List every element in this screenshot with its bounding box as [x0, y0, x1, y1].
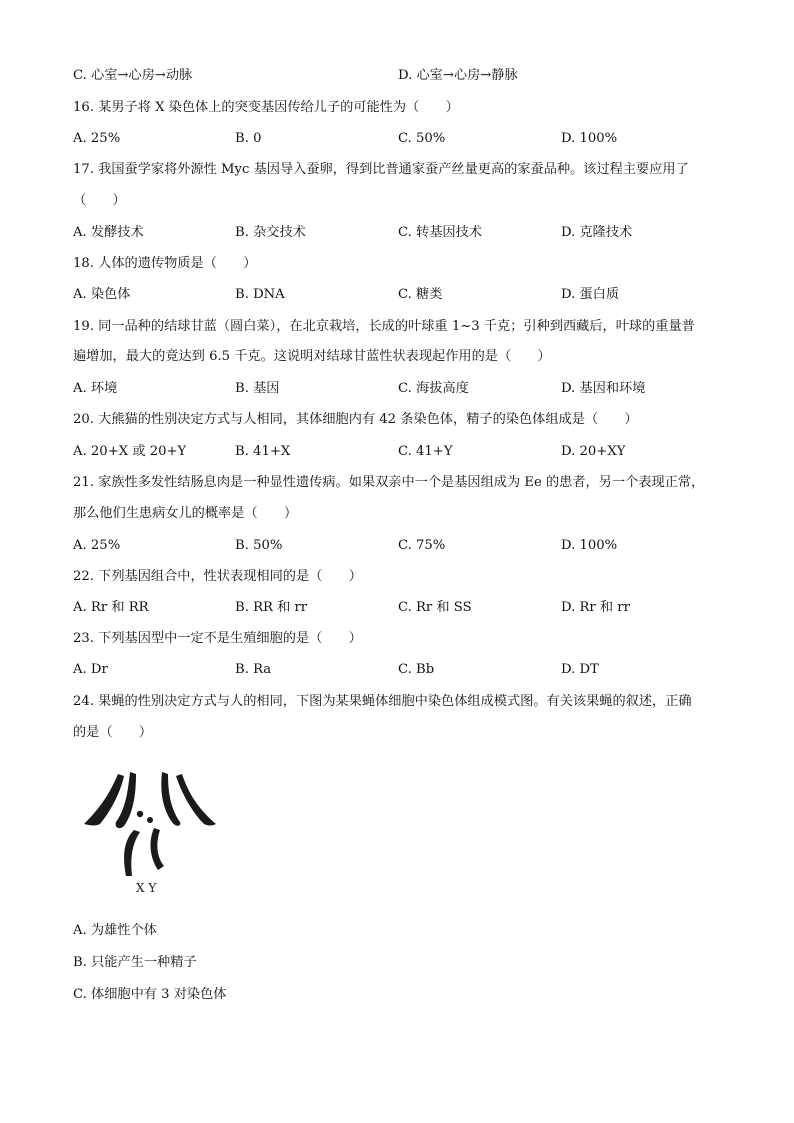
q20-option-d: D. 20+XY: [561, 444, 626, 459]
question-23: 23. 下列基因型中一定不是生殖细胞的是（ ）: [73, 631, 362, 646]
q17-option-a: A. 发酵技术: [73, 225, 144, 240]
q18-option-c: C. 糖类: [398, 287, 443, 302]
q23-option-b: B. Ra: [235, 662, 272, 677]
question-21-line1: 21. 家族性多发性结肠息肉是一种显性遗传病。如果双亲中一个是基因组成为 Ee 的患者，另一个表现正常，: [73, 475, 705, 490]
chromosome-shape: [84, 774, 124, 826]
chromosome-label: X Y: [136, 881, 157, 895]
question-17-line1: 17. 我国蚕学家将外源性 Myc 基因导入蚕卵，得到比普通家蚕产丝量更高的家蚕品种。该过程主要应用了: [73, 162, 689, 177]
q19-option-d: D. 基因和环境: [561, 381, 646, 396]
q16-option-b: B. 0: [235, 131, 262, 146]
q22-option-a: A. Rr 和 RR: [73, 600, 149, 615]
q17-option-d: D. 克隆技术: [561, 225, 633, 240]
chromosome-figure: [78, 768, 218, 898]
q20-option-a: A. 20+X 或 20+Y: [73, 444, 187, 459]
q21-options: [73, 537, 733, 555]
chromosome-diagram: [78, 768, 218, 898]
question-22: 22. 下列基因组合中，性状表现相同的是（ ）: [73, 569, 362, 584]
question-16: 16. 某男子将 X 染色体上的突变基因传给儿子的可能性为（ ）: [73, 100, 459, 115]
q18-option-b: B. DNA: [235, 287, 285, 302]
q15-option-d: D. 心室→心房→静脉: [398, 68, 518, 83]
q24-option-c: C. 体细胞中有 3 对染色体: [73, 987, 227, 1002]
q16-option-d: D. 100%: [561, 131, 618, 146]
q22-option-d: D. Rr 和 rr: [561, 600, 630, 615]
y-chromosome-shape: [151, 828, 164, 870]
q19-option-b: B. 基因: [235, 381, 280, 396]
q17-options: [73, 224, 733, 242]
q17-option-b: B. 杂交技术: [235, 225, 306, 240]
q15-options: [73, 67, 733, 85]
q24-option-b: B. 只能产生一种精子: [73, 955, 197, 970]
chromosome-dot: [137, 811, 143, 817]
q19-option-a: A. 环境: [73, 381, 118, 396]
q22-option-c: C. Rr 和 SS: [398, 600, 472, 615]
q20-options: [73, 443, 733, 461]
q23-option-c: C. Bb: [398, 662, 435, 677]
q17-option-c: C. 转基因技术: [398, 225, 482, 240]
q20-option-b: B. 41+X: [235, 444, 291, 459]
q15-option-c: C. 心室→心房→动脉: [73, 68, 193, 83]
q16-option-c: C. 50%: [398, 131, 446, 146]
q21-option-d: D. 100%: [561, 538, 618, 553]
question-19-line1: 19. 同一品种的结球甘蓝（圆白菜），在北京栽培，长成的叶球重 1~3 千克；引种到西藏后，叶球的重量普: [73, 319, 695, 334]
chromosome-shape: [176, 774, 216, 826]
q22-options: [73, 599, 733, 617]
q21-option-a: A. 25%: [73, 538, 121, 553]
question-17-line2: （ ）: [73, 193, 126, 208]
q16-option-a: A. 25%: [73, 131, 121, 146]
q22-option-b: B. RR 和 rr: [235, 600, 308, 615]
q16-options: [73, 130, 733, 148]
q18-options: [73, 286, 733, 304]
q20-option-c: C. 41+Y: [398, 444, 453, 459]
question-24-line1: 24. 果蝇的性别决定方式与人的相同，下图为某果蝇体细胞中染色体组成模式图。有关该果蝇的叙述，正确: [73, 694, 692, 709]
q21-option-c: C. 75%: [398, 538, 446, 553]
q19-options: [73, 380, 733, 398]
q23-option-a: A. Dr: [73, 662, 108, 677]
chromosome-dot: [147, 817, 153, 823]
question-21-line2: 那么他们生患病女儿的概率是（ ）: [73, 506, 298, 521]
q23-option-d: D. DT: [561, 662, 599, 677]
x-chromosome-shape: [124, 830, 140, 876]
q18-option-a: A. 染色体: [73, 287, 131, 302]
q18-option-d: D. 蛋白质: [561, 287, 620, 302]
q23-options: [73, 661, 733, 679]
question-18: 18. 人体的遗传物质是（ ）: [73, 256, 257, 271]
q19-option-c: C. 海拔高度: [398, 381, 469, 396]
question-20: 20. 大熊猫的性别决定方式与人相同，其体细胞内有 42 条染色体，精子的染色体组成是（ ）: [73, 412, 638, 427]
question-24-line2: 的是（ ）: [73, 725, 153, 740]
q21-option-b: B. 50%: [235, 538, 283, 553]
question-19-line2: 遍增加，最大的竟达到 6.5 千克。这说明对结球甘蓝性状表现起作用的是（ ）: [73, 349, 551, 364]
q24-option-a: A. 为雄性个体: [73, 923, 157, 938]
